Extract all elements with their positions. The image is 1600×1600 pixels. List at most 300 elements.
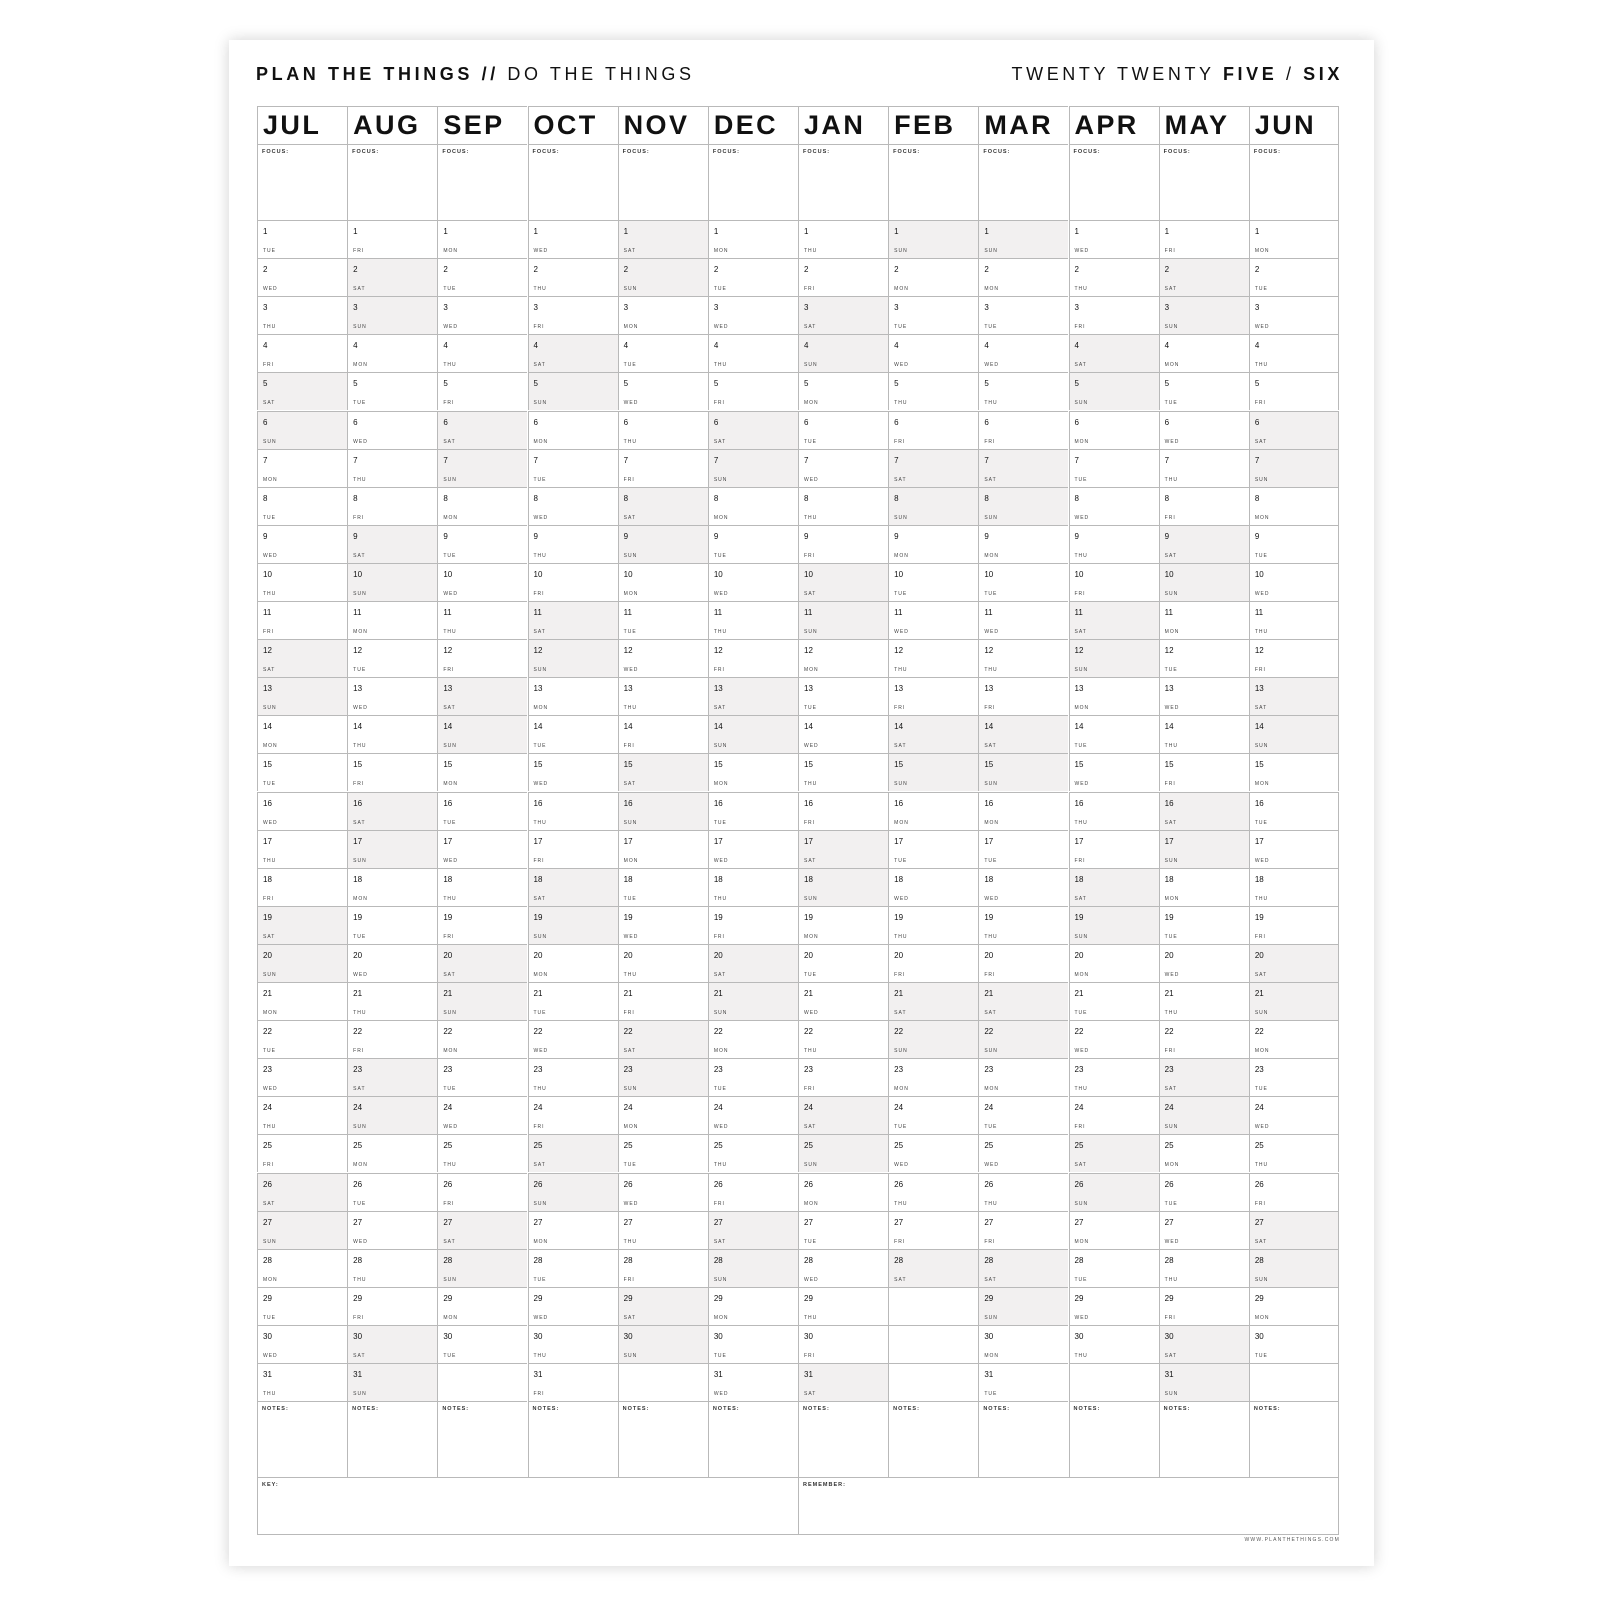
focus-box-feb[interactable] <box>888 144 978 220</box>
day-cell[interactable] <box>618 296 708 334</box>
day-cell[interactable] <box>708 1020 798 1058</box>
day-cell[interactable] <box>257 1020 347 1058</box>
day-cell[interactable] <box>1249 1211 1339 1249</box>
day-cell[interactable] <box>978 487 1068 525</box>
notes-box-may[interactable] <box>1159 1401 1249 1477</box>
day-cell[interactable] <box>708 411 798 449</box>
day-cell[interactable] <box>257 563 347 601</box>
focus-box-jun[interactable] <box>1249 144 1339 220</box>
day-cell[interactable] <box>1249 792 1339 830</box>
day-cell[interactable] <box>1249 639 1339 677</box>
day-cell[interactable] <box>888 1173 978 1211</box>
day-cell[interactable] <box>1249 487 1339 525</box>
day-cell[interactable] <box>528 1058 618 1096</box>
day-cell[interactable] <box>257 1363 347 1401</box>
day-cell[interactable] <box>528 906 618 944</box>
day-cell[interactable] <box>978 525 1068 563</box>
day-cell[interactable] <box>978 1249 1068 1287</box>
day-cell[interactable] <box>1159 639 1249 677</box>
day-cell[interactable] <box>888 639 978 677</box>
day-cell[interactable] <box>437 1020 527 1058</box>
day-cell[interactable] <box>1069 868 1159 906</box>
day-cell[interactable] <box>257 1096 347 1134</box>
day-cell[interactable] <box>798 258 888 296</box>
day-cell[interactable] <box>257 982 347 1020</box>
day-cell[interactable] <box>347 1134 437 1172</box>
day-cell[interactable] <box>1069 601 1159 639</box>
day-cell[interactable] <box>708 1325 798 1363</box>
day-cell[interactable] <box>1159 1058 1249 1096</box>
day-cell[interactable] <box>618 792 708 830</box>
day-cell[interactable] <box>618 715 708 753</box>
day-cell[interactable] <box>257 296 347 334</box>
day-cell[interactable] <box>798 906 888 944</box>
day-cell[interactable] <box>1249 1173 1339 1211</box>
day-cell[interactable] <box>347 601 437 639</box>
day-cell[interactable] <box>257 868 347 906</box>
day-cell[interactable] <box>1249 753 1339 791</box>
day-cell[interactable] <box>1069 639 1159 677</box>
day-cell[interactable] <box>1159 258 1249 296</box>
day-cell[interactable] <box>798 1134 888 1172</box>
day-cell[interactable] <box>888 1096 978 1134</box>
day-cell[interactable] <box>798 334 888 372</box>
day-cell[interactable] <box>437 1134 527 1172</box>
day-cell[interactable] <box>798 449 888 487</box>
day-cell[interactable] <box>1069 982 1159 1020</box>
focus-box-oct[interactable] <box>528 144 618 220</box>
day-cell[interactable] <box>437 792 527 830</box>
day-cell[interactable] <box>888 982 978 1020</box>
day-cell[interactable] <box>888 334 978 372</box>
day-cell[interactable] <box>708 1363 798 1401</box>
day-cell[interactable] <box>347 296 437 334</box>
day-cell[interactable] <box>347 753 437 791</box>
day-cell[interactable] <box>1159 753 1249 791</box>
day-cell[interactable] <box>528 296 618 334</box>
day-cell[interactable] <box>528 220 618 258</box>
day-cell[interactable] <box>618 411 708 449</box>
day-cell[interactable] <box>437 944 527 982</box>
day-cell[interactable] <box>798 487 888 525</box>
day-cell[interactable] <box>618 1211 708 1249</box>
day-cell[interactable] <box>978 411 1068 449</box>
day-cell[interactable] <box>528 487 618 525</box>
day-cell[interactable] <box>978 830 1068 868</box>
day-cell[interactable] <box>437 868 527 906</box>
day-cell[interactable] <box>1069 1173 1159 1211</box>
day-cell[interactable] <box>1249 830 1339 868</box>
day-cell[interactable] <box>618 334 708 372</box>
day-cell[interactable] <box>1159 830 1249 868</box>
day-cell[interactable] <box>1159 1020 1249 1058</box>
focus-box-aug[interactable] <box>347 144 437 220</box>
day-cell[interactable] <box>888 944 978 982</box>
day-cell[interactable] <box>798 1058 888 1096</box>
day-cell[interactable] <box>708 487 798 525</box>
day-cell[interactable] <box>1159 525 1249 563</box>
day-cell[interactable] <box>708 830 798 868</box>
day-cell[interactable] <box>1159 1325 1249 1363</box>
day-cell[interactable] <box>257 372 347 410</box>
focus-box-nov[interactable] <box>618 144 708 220</box>
day-cell[interactable] <box>257 677 347 715</box>
day-cell[interactable] <box>1159 411 1249 449</box>
day-cell[interactable] <box>708 449 798 487</box>
day-cell[interactable] <box>347 868 437 906</box>
day-cell[interactable] <box>798 792 888 830</box>
day-cell[interactable] <box>257 1173 347 1211</box>
day-cell[interactable] <box>978 296 1068 334</box>
day-cell[interactable] <box>1249 334 1339 372</box>
notes-box-dec[interactable] <box>708 1401 798 1477</box>
day-cell[interactable] <box>1249 258 1339 296</box>
day-cell[interactable] <box>798 1020 888 1058</box>
day-cell[interactable] <box>798 1287 888 1325</box>
day-cell[interactable] <box>257 1211 347 1249</box>
day-cell[interactable] <box>1069 1249 1159 1287</box>
remember-box[interactable] <box>798 1477 1339 1534</box>
day-cell[interactable] <box>257 830 347 868</box>
day-cell[interactable] <box>708 1058 798 1096</box>
day-cell[interactable] <box>347 792 437 830</box>
day-cell[interactable] <box>257 1058 347 1096</box>
day-cell[interactable] <box>1159 372 1249 410</box>
focus-box-mar[interactable] <box>978 144 1068 220</box>
day-cell[interactable] <box>1069 1096 1159 1134</box>
day-cell[interactable] <box>1069 792 1159 830</box>
day-cell[interactable] <box>347 1325 437 1363</box>
day-cell[interactable] <box>708 334 798 372</box>
notes-box-jan[interactable] <box>798 1401 888 1477</box>
day-cell[interactable] <box>978 258 1068 296</box>
day-cell[interactable] <box>618 601 708 639</box>
day-cell[interactable] <box>1249 1325 1339 1363</box>
day-cell[interactable] <box>347 525 437 563</box>
day-cell[interactable] <box>618 1325 708 1363</box>
day-cell[interactable] <box>708 601 798 639</box>
day-cell[interactable] <box>978 1058 1068 1096</box>
day-cell[interactable] <box>798 677 888 715</box>
day-cell[interactable] <box>978 220 1068 258</box>
day-cell[interactable] <box>437 334 527 372</box>
notes-box-aug[interactable] <box>347 1401 437 1477</box>
day-cell[interactable] <box>708 258 798 296</box>
day-cell[interactable] <box>978 1020 1068 1058</box>
day-cell[interactable] <box>708 1173 798 1211</box>
day-cell[interactable] <box>708 639 798 677</box>
day-cell[interactable] <box>437 601 527 639</box>
day-cell[interactable] <box>618 1287 708 1325</box>
focus-box-jul[interactable] <box>257 144 347 220</box>
day-cell[interactable] <box>978 677 1068 715</box>
day-cell[interactable] <box>257 601 347 639</box>
day-cell[interactable] <box>888 1058 978 1096</box>
day-cell[interactable] <box>528 1020 618 1058</box>
day-cell[interactable] <box>888 1020 978 1058</box>
day-cell[interactable] <box>888 563 978 601</box>
day-cell[interactable] <box>528 1096 618 1134</box>
day-cell[interactable] <box>1159 601 1249 639</box>
day-cell[interactable] <box>1069 220 1159 258</box>
day-cell[interactable] <box>978 334 1068 372</box>
day-cell[interactable] <box>1159 677 1249 715</box>
day-cell[interactable] <box>1069 372 1159 410</box>
day-cell[interactable] <box>1069 525 1159 563</box>
day-cell[interactable] <box>1249 715 1339 753</box>
day-cell[interactable] <box>978 906 1068 944</box>
day-cell[interactable] <box>528 1287 618 1325</box>
day-cell[interactable] <box>708 1287 798 1325</box>
day-cell[interactable] <box>347 334 437 372</box>
day-cell[interactable] <box>1069 1325 1159 1363</box>
day-cell[interactable] <box>437 906 527 944</box>
focus-box-dec[interactable] <box>708 144 798 220</box>
day-cell[interactable] <box>437 563 527 601</box>
day-cell[interactable] <box>798 601 888 639</box>
day-cell[interactable] <box>1069 1134 1159 1172</box>
day-cell[interactable] <box>528 792 618 830</box>
notes-box-jun[interactable] <box>1249 1401 1339 1477</box>
day-cell[interactable] <box>347 944 437 982</box>
day-cell[interactable] <box>1249 372 1339 410</box>
day-cell[interactable] <box>618 1249 708 1287</box>
day-cell[interactable] <box>1159 715 1249 753</box>
day-cell[interactable] <box>347 906 437 944</box>
day-cell[interactable] <box>618 258 708 296</box>
day-cell[interactable] <box>708 525 798 563</box>
day-cell[interactable] <box>347 449 437 487</box>
day-cell[interactable] <box>437 1058 527 1096</box>
day-cell[interactable] <box>618 1058 708 1096</box>
day-cell[interactable] <box>1249 1287 1339 1325</box>
day-cell[interactable] <box>1069 715 1159 753</box>
day-cell[interactable] <box>437 220 527 258</box>
day-cell[interactable] <box>257 1249 347 1287</box>
day-cell[interactable] <box>347 258 437 296</box>
day-cell[interactable] <box>437 525 527 563</box>
day-cell[interactable] <box>798 1363 888 1401</box>
day-cell[interactable] <box>708 792 798 830</box>
day-cell[interactable] <box>888 411 978 449</box>
day-cell[interactable] <box>1069 563 1159 601</box>
day-cell[interactable] <box>888 525 978 563</box>
day-cell[interactable] <box>798 525 888 563</box>
day-cell[interactable] <box>1159 1287 1249 1325</box>
day-cell[interactable] <box>618 563 708 601</box>
day-cell[interactable] <box>618 372 708 410</box>
day-cell[interactable] <box>347 487 437 525</box>
day-cell[interactable] <box>1249 525 1339 563</box>
day-cell[interactable] <box>888 715 978 753</box>
day-cell[interactable] <box>347 830 437 868</box>
day-cell[interactable] <box>798 220 888 258</box>
day-cell[interactable] <box>1159 982 1249 1020</box>
day-cell[interactable] <box>528 1173 618 1211</box>
day-cell[interactable] <box>528 601 618 639</box>
day-cell[interactable] <box>708 220 798 258</box>
day-cell[interactable] <box>1249 944 1339 982</box>
day-cell[interactable] <box>437 639 527 677</box>
day-cell[interactable] <box>437 258 527 296</box>
day-cell[interactable] <box>257 525 347 563</box>
day-cell[interactable] <box>978 1134 1068 1172</box>
notes-box-apr[interactable] <box>1069 1401 1159 1477</box>
day-cell[interactable] <box>257 487 347 525</box>
day-cell[interactable] <box>618 487 708 525</box>
notes-box-nov[interactable] <box>618 1401 708 1477</box>
day-cell[interactable] <box>978 715 1068 753</box>
day-cell[interactable] <box>257 1134 347 1172</box>
day-cell[interactable] <box>798 1211 888 1249</box>
focus-box-apr[interactable] <box>1069 144 1159 220</box>
day-cell[interactable] <box>437 677 527 715</box>
day-cell[interactable] <box>798 563 888 601</box>
day-cell[interactable] <box>528 830 618 868</box>
day-cell[interactable] <box>888 487 978 525</box>
day-cell[interactable] <box>1249 411 1339 449</box>
day-cell[interactable] <box>978 449 1068 487</box>
focus-box-sep[interactable] <box>437 144 527 220</box>
day-cell[interactable] <box>708 372 798 410</box>
day-cell[interactable] <box>978 753 1068 791</box>
day-cell[interactable] <box>528 753 618 791</box>
day-cell[interactable] <box>528 563 618 601</box>
day-cell[interactable] <box>708 563 798 601</box>
day-cell[interactable] <box>978 1173 1068 1211</box>
day-cell[interactable] <box>618 982 708 1020</box>
day-cell[interactable] <box>708 1211 798 1249</box>
day-cell[interactable] <box>1159 1096 1249 1134</box>
focus-box-jan[interactable] <box>798 144 888 220</box>
day-cell[interactable] <box>437 1325 527 1363</box>
day-cell[interactable] <box>888 753 978 791</box>
day-cell[interactable] <box>257 753 347 791</box>
day-cell[interactable] <box>347 220 437 258</box>
day-cell[interactable] <box>347 1363 437 1401</box>
day-cell[interactable] <box>618 1173 708 1211</box>
day-cell[interactable] <box>708 982 798 1020</box>
day-cell[interactable] <box>798 1249 888 1287</box>
day-cell[interactable] <box>528 1325 618 1363</box>
day-cell[interactable] <box>347 1058 437 1096</box>
day-cell[interactable] <box>528 715 618 753</box>
day-cell[interactable] <box>528 258 618 296</box>
day-cell[interactable] <box>257 334 347 372</box>
day-cell[interactable] <box>1159 1211 1249 1249</box>
day-cell[interactable] <box>437 487 527 525</box>
day-cell[interactable] <box>888 677 978 715</box>
notes-box-sep[interactable] <box>437 1401 527 1477</box>
day-cell[interactable] <box>1249 906 1339 944</box>
day-cell[interactable] <box>528 334 618 372</box>
day-cell[interactable] <box>528 1211 618 1249</box>
day-cell[interactable] <box>1069 1287 1159 1325</box>
day-cell[interactable] <box>257 411 347 449</box>
day-cell[interactable] <box>708 1134 798 1172</box>
day-cell[interactable] <box>618 677 708 715</box>
day-cell[interactable] <box>888 792 978 830</box>
day-cell[interactable] <box>1159 449 1249 487</box>
day-cell[interactable] <box>978 639 1068 677</box>
day-cell[interactable] <box>257 906 347 944</box>
day-cell[interactable] <box>618 525 708 563</box>
day-cell[interactable] <box>1069 906 1159 944</box>
day-cell[interactable] <box>1159 868 1249 906</box>
day-cell[interactable] <box>1159 792 1249 830</box>
day-cell[interactable] <box>618 220 708 258</box>
notes-box-mar[interactable] <box>978 1401 1068 1477</box>
day-cell[interactable] <box>708 944 798 982</box>
day-cell[interactable] <box>708 677 798 715</box>
notes-box-jul[interactable] <box>257 1401 347 1477</box>
day-cell[interactable] <box>888 1134 978 1172</box>
day-cell[interactable] <box>978 944 1068 982</box>
day-cell[interactable] <box>888 830 978 868</box>
day-cell[interactable] <box>1249 220 1339 258</box>
day-cell[interactable] <box>618 449 708 487</box>
day-cell[interactable] <box>347 411 437 449</box>
day-cell[interactable] <box>1069 830 1159 868</box>
day-cell[interactable] <box>708 1249 798 1287</box>
day-cell[interactable] <box>1159 1134 1249 1172</box>
day-cell[interactable] <box>1069 944 1159 982</box>
day-cell[interactable] <box>1249 677 1339 715</box>
day-cell[interactable] <box>347 1020 437 1058</box>
day-cell[interactable] <box>1249 1249 1339 1287</box>
day-cell[interactable] <box>528 868 618 906</box>
day-cell[interactable] <box>888 868 978 906</box>
day-cell[interactable] <box>1159 334 1249 372</box>
day-cell[interactable] <box>1069 753 1159 791</box>
day-cell[interactable] <box>347 1096 437 1134</box>
key-box[interactable] <box>257 1477 798 1534</box>
day-cell[interactable] <box>528 1363 618 1401</box>
day-cell[interactable] <box>437 449 527 487</box>
day-cell[interactable] <box>618 1020 708 1058</box>
day-cell[interactable] <box>978 563 1068 601</box>
day-cell[interactable] <box>978 1325 1068 1363</box>
day-cell[interactable] <box>1159 220 1249 258</box>
day-cell[interactable] <box>798 411 888 449</box>
day-cell[interactable] <box>708 1096 798 1134</box>
day-cell[interactable] <box>888 220 978 258</box>
day-cell[interactable] <box>1159 296 1249 334</box>
day-cell[interactable] <box>437 1287 527 1325</box>
day-cell[interactable] <box>798 296 888 334</box>
day-cell[interactable] <box>347 982 437 1020</box>
day-cell[interactable] <box>1249 1020 1339 1058</box>
day-cell[interactable] <box>888 906 978 944</box>
day-cell[interactable] <box>888 1211 978 1249</box>
day-cell[interactable] <box>978 1096 1068 1134</box>
day-cell[interactable] <box>708 868 798 906</box>
day-cell[interactable] <box>437 830 527 868</box>
notes-box-feb[interactable] <box>888 1401 978 1477</box>
day-cell[interactable] <box>1159 1173 1249 1211</box>
day-cell[interactable] <box>257 944 347 982</box>
day-cell[interactable] <box>1159 1363 1249 1401</box>
day-cell[interactable] <box>708 753 798 791</box>
day-cell[interactable] <box>437 715 527 753</box>
day-cell[interactable] <box>257 639 347 677</box>
day-cell[interactable] <box>798 372 888 410</box>
day-cell[interactable] <box>978 982 1068 1020</box>
day-cell[interactable] <box>1249 1096 1339 1134</box>
day-cell[interactable] <box>708 296 798 334</box>
day-cell[interactable] <box>528 1249 618 1287</box>
day-cell[interactable] <box>528 372 618 410</box>
